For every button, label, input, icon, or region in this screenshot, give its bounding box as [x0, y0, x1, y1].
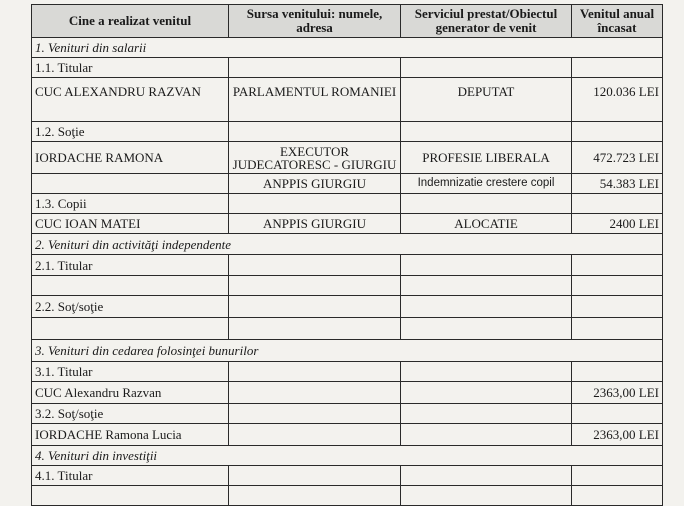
table-row — [32, 466, 663, 486]
cell-source — [229, 194, 401, 214]
header-source: Sursa venitului: numele, adresa — [229, 5, 401, 38]
table-row — [32, 362, 663, 382]
cell-who: CUC Alexandru Razvan — [32, 382, 229, 404]
cell-source: ANPPIS GIURGIU — [229, 174, 401, 194]
cell-who: 2.2. Soţ/soţie — [32, 296, 229, 318]
table-row — [32, 424, 663, 446]
cell-amount: 2363,00 LEI — [572, 424, 663, 446]
cell-service — [401, 255, 572, 276]
table-row — [32, 174, 663, 194]
cell-source: ANPPIS GIURGIU — [229, 214, 401, 234]
cell-amount: 120.036 LEI — [572, 78, 663, 122]
cell-who: 3.2. Soţ/soţie — [32, 404, 229, 424]
table-row — [32, 194, 663, 214]
table-row — [32, 255, 663, 276]
header-who: Cine a realizat venitul — [32, 5, 229, 38]
cell-source — [229, 296, 401, 318]
cell-who: IORDACHE Ramona Lucia — [32, 424, 229, 446]
table-row — [32, 318, 663, 340]
cell-who: 4.1. Titular — [32, 466, 229, 486]
table-header-row — [32, 5, 663, 38]
cell-who: IORDACHE RAMONA — [32, 142, 229, 174]
table-row — [32, 382, 663, 404]
section-row — [32, 340, 663, 362]
table-row — [32, 214, 663, 234]
cell-amount — [572, 466, 663, 486]
cell-source — [229, 424, 401, 446]
cell-source — [229, 362, 401, 382]
section-row — [32, 234, 663, 255]
cell-amount — [572, 122, 663, 142]
cell-service: ALOCATIE — [401, 214, 572, 234]
table-row — [32, 404, 663, 424]
cell-who — [32, 318, 229, 340]
cell-service — [401, 58, 572, 78]
cell-who — [32, 276, 229, 296]
income-declaration-table — [31, 4, 663, 506]
cell-service — [401, 296, 572, 318]
cell-who — [32, 486, 229, 506]
cell-amount — [572, 362, 663, 382]
cell-source — [229, 486, 401, 506]
cell-service — [401, 318, 572, 340]
cell-service: PROFESIE LIBERALA — [401, 142, 572, 174]
cell-who: 1.1. Titular — [32, 58, 229, 78]
cell-who: 1.3. Copii — [32, 194, 229, 214]
cell-who: 2.1. Titular — [32, 255, 229, 276]
cell-service — [401, 362, 572, 382]
cell-service — [401, 276, 572, 296]
section-title: 3. Venituri din cedarea folosinţei bunurilor — [32, 340, 663, 362]
cell-amount — [572, 296, 663, 318]
cell-amount — [572, 486, 663, 506]
table-row — [32, 58, 663, 78]
table-row — [32, 486, 663, 506]
cell-source: PARLAMENTUL ROMANIEI — [229, 78, 401, 122]
cell-source — [229, 276, 401, 296]
cell-service — [401, 424, 572, 446]
cell-source — [229, 404, 401, 424]
section-title: 2. Venituri din activităţi independente — [32, 234, 663, 255]
cell-amount — [572, 404, 663, 424]
cell-source: EXECUTOR JUDECATORESC - GIURGIU — [229, 142, 401, 174]
section-title: 4. Venituri din investiţii — [32, 446, 663, 466]
cell-source — [229, 58, 401, 78]
table-row — [32, 276, 663, 296]
cell-service — [401, 382, 572, 404]
cell-source — [229, 382, 401, 404]
cell-service — [401, 404, 572, 424]
cell-service — [401, 486, 572, 506]
section-title: 1. Venituri din salarii — [32, 38, 663, 58]
cell-who: 1.2. Soţie — [32, 122, 229, 142]
cell-amount — [572, 276, 663, 296]
cell-source — [229, 466, 401, 486]
cell-amount — [572, 58, 663, 78]
section-row — [32, 38, 663, 58]
cell-source — [229, 255, 401, 276]
header-service: Serviciul prestat/Obiectul generator de venit — [401, 5, 572, 38]
table-row — [32, 122, 663, 142]
cell-who — [32, 174, 229, 194]
cell-amount — [572, 318, 663, 340]
cell-amount — [572, 255, 663, 276]
cell-amount: 54.383 LEI — [572, 174, 663, 194]
cell-who: CUC IOAN MATEI — [32, 214, 229, 234]
table-row — [32, 142, 663, 174]
cell-source — [229, 318, 401, 340]
cell-amount: 2400 LEI — [572, 214, 663, 234]
cell-source — [229, 122, 401, 142]
cell-service — [401, 194, 572, 214]
cell-amount — [572, 194, 663, 214]
cell-service — [401, 466, 572, 486]
cell-amount: 472.723 LEI — [572, 142, 663, 174]
cell-service: DEPUTAT — [401, 78, 572, 122]
table-row — [32, 78, 663, 122]
table-row — [32, 296, 663, 318]
cell-amount: 2363,00 LEI — [572, 382, 663, 404]
header-amount: Venitul anual încasat — [572, 5, 663, 38]
cell-service — [401, 122, 572, 142]
cell-who: CUC ALEXANDRU RAZVAN — [32, 78, 229, 122]
cell-service: Indemnizatie crestere copil — [401, 174, 572, 194]
section-row — [32, 446, 663, 466]
cell-who: 3.1. Titular — [32, 362, 229, 382]
